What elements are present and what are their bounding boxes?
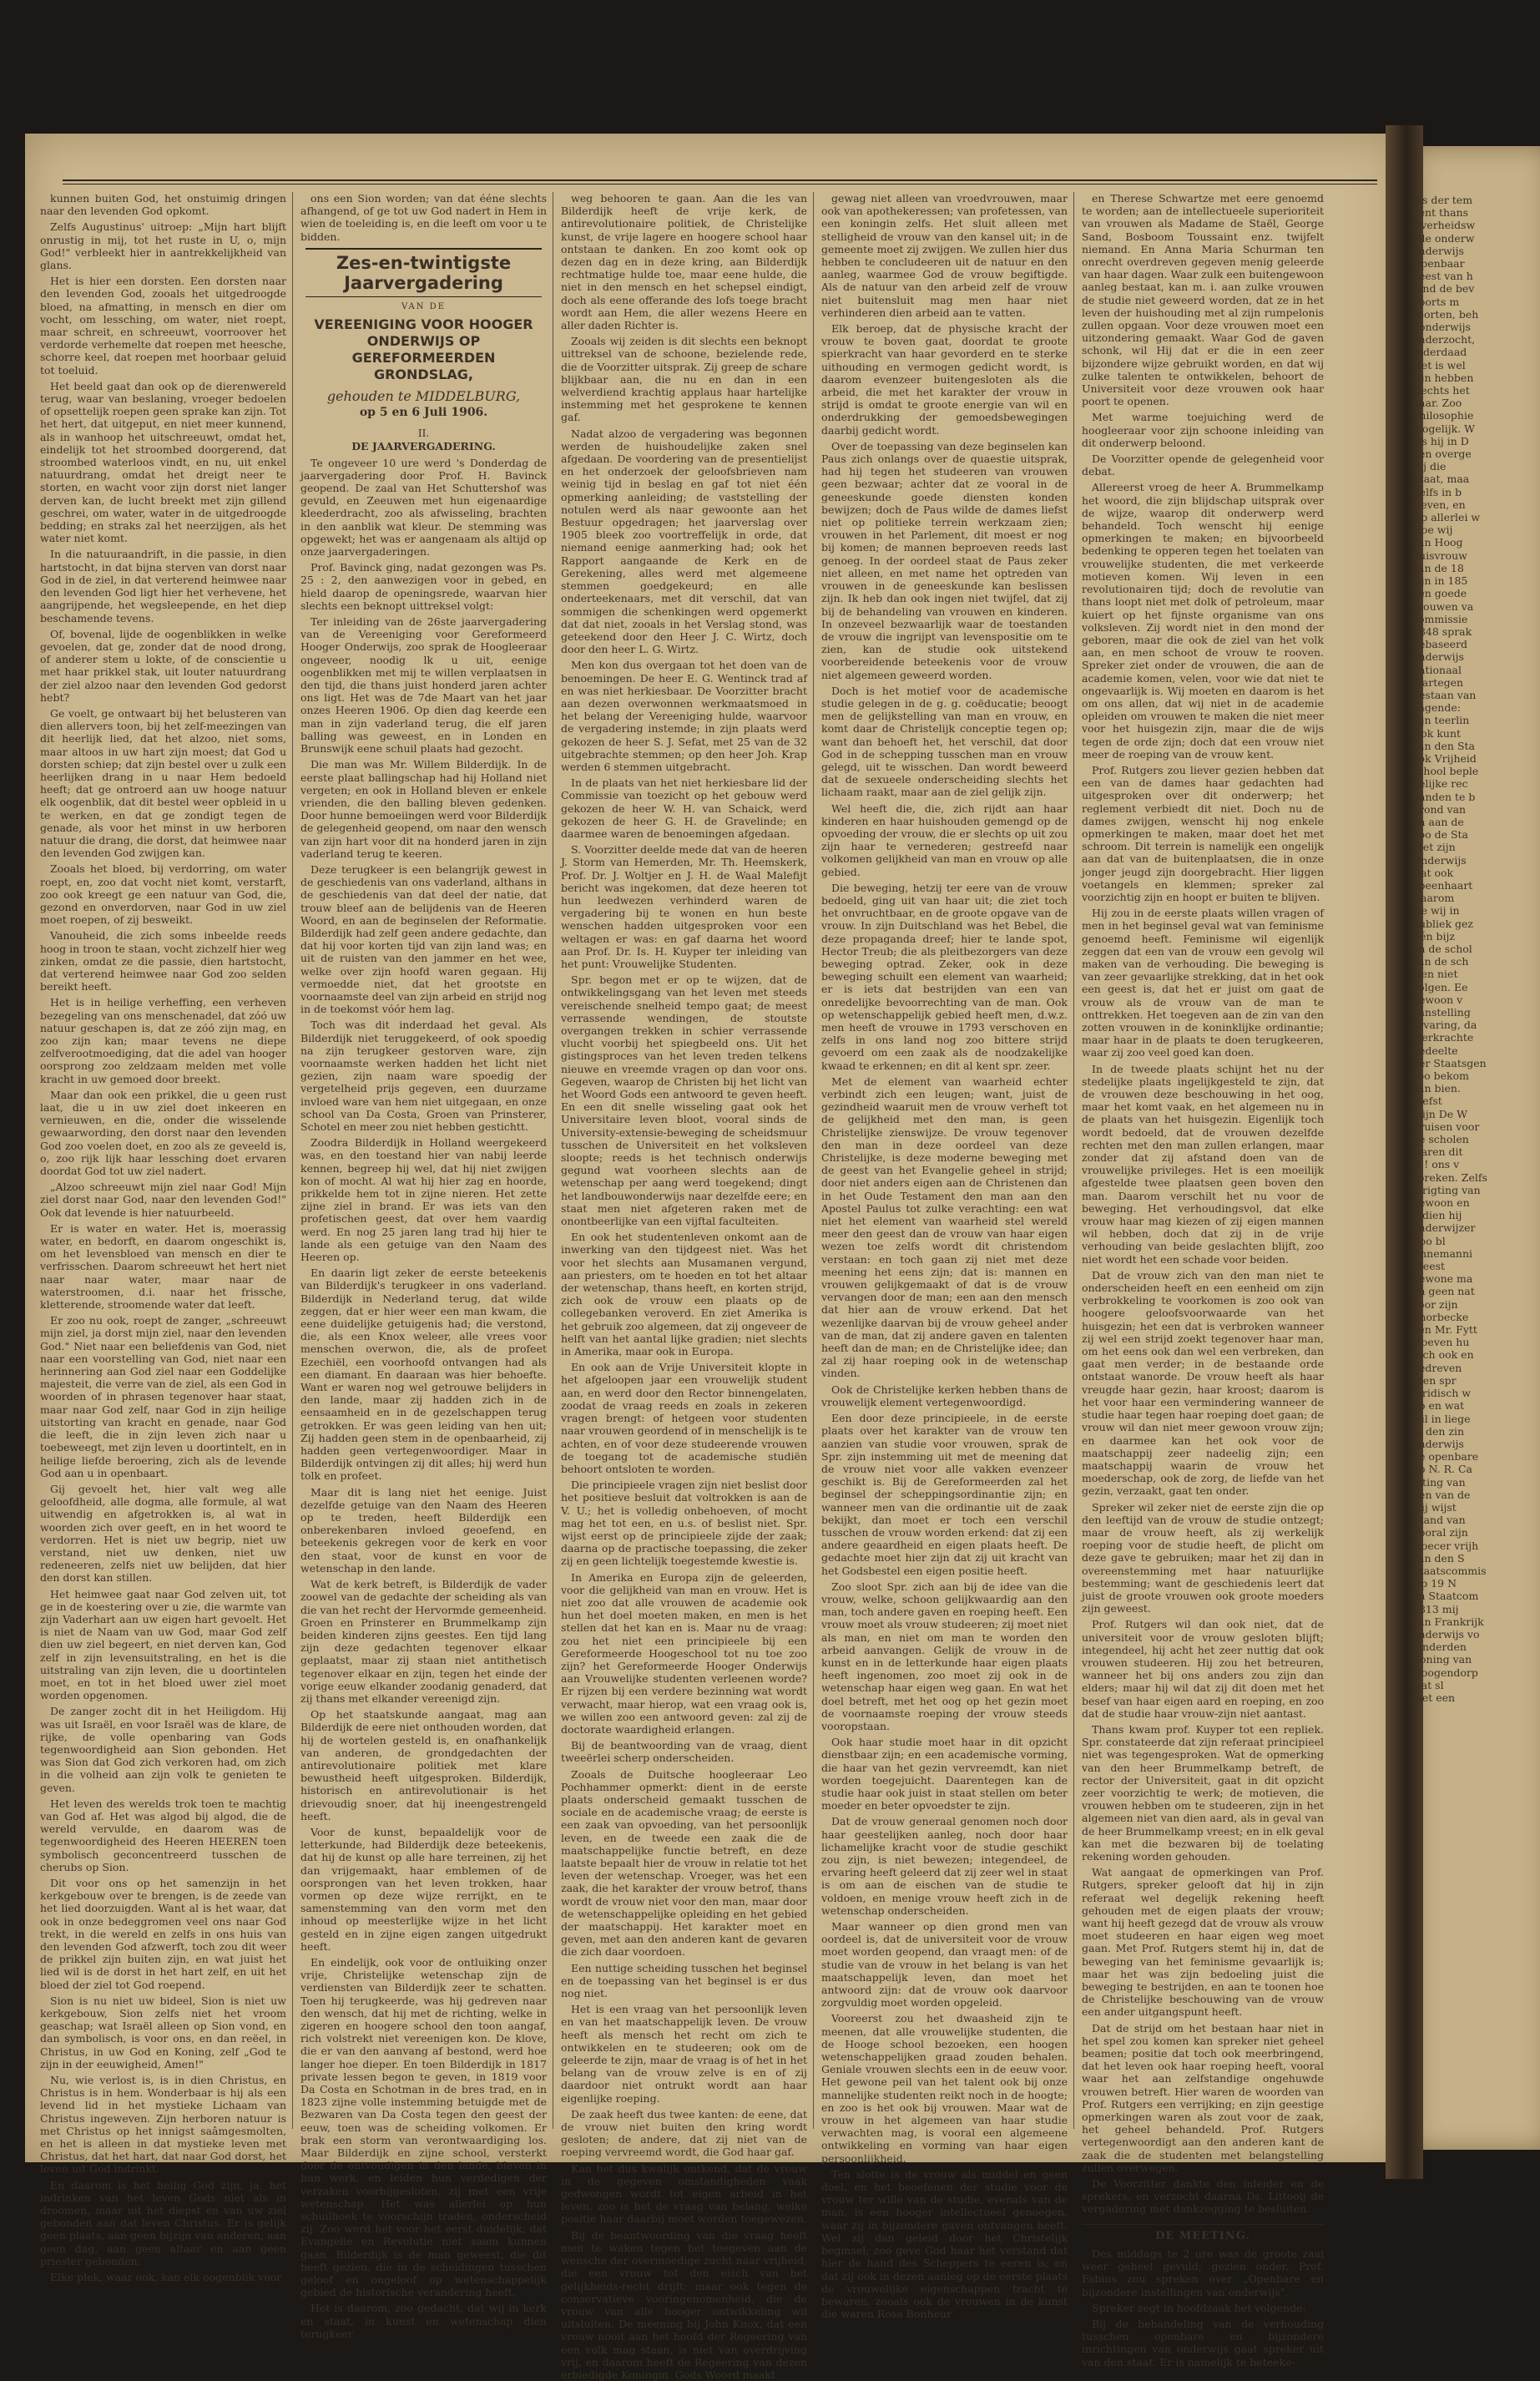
text-line-fragment: hinderden — [1412, 1640, 1467, 1654]
text-line-fragment: Vooral zijn — [1412, 1526, 1468, 1539]
paragraph: Die beweging, hetzij ter eere van de vrouw bedoeld, ging uit van haar uit; die ziet toch het onvruchtbaar, en de groote opgave van de vrouw. In zijn Duitschland was het Bebel, die deze propaganda dreef; hier te lande spot, Hector Treub; die als pleitbezorgers van deze beweging optrad. Zeker, ook in deze beweging schuilt een element van waarheid; er is iets dat bestrijden van een van onredelijke bevoorrechting van de man. Ook op wetenschappelijk gebied heeft men, d.w.z. men heeft de vrouwe in 1793 verschoven en zelfs in ons land nog zoo bittere strijd gevoerd om een zaak als de noodzakelijke kwaad te erkennen; en dit al kent spr. zeer. — [821, 881, 1068, 1072]
text-line-fragment: gewone ma — [1412, 1272, 1473, 1286]
text-line-fragment: juridisch w — [1412, 1387, 1472, 1400]
paragraph: En eindelijk, ook voor de ontluiking onzer vrije, Christelijke wetenschap zijn de verdiensten van Bilderdijk zeer te schatten. Toen hij terugkeerde, was hij gedreven naar den wensch, dat hij met de richting, welke in zigeren en hoogere school den toon aangaf, rich volstrekt niet vereenigen kon. De klove, die er van den aanvang af bestond, werd hoe langer hoe dieper. En toen Bilderdijk in 1817 private lessen begon te geven, in 1819 voor Da Costa en Schotman in de bres trad, en in 1823 zijne volle instemming betuigde met de Bezwaren van Da Costa tegen den geest der eeuw, toen was de scheiding volkomen. Er brak een storm van verontwaardiging los. Maar Bilderdijk en zijne school, versterkt door de ontvoudigen in den lande, bleven in hun werk, en leiden hun verdedigen der verzaken voorbijgesloten, zij met een vrije wetenschap. Het was allerlei op hun schuilhoek te voorschijn traden, onderscheid zij. Zoo werd het voor het eerst duidelijk, dat Evangelie en Revolutie niet saam kunnen gaan. Bilderdijk is de man geweest, die dit heeft gezien, die in de scheidingen tusschen geloof en ongeloof op wetenschappelijk gebied de historische verandering heeft. — [300, 1955, 547, 2299]
article-heading — [300, 248, 547, 419]
paragraph: Er is water en water. Het is, moerassig water, en bedorft, en daarom ongeschikt is, om het levensbloed van mensch en dier te verfrisschen. Daarom schreeuwt het hert niet naar naar water, maar naar de waterstroomen, d.i. naar het frissche, kletterende, stroomende water dat leeft. — [40, 1221, 286, 1312]
text-line-fragment: alle onderw — [1412, 231, 1475, 245]
paragraph: In die natuuraandrift, in die passie, in dien hartstocht, in dat bijna sterven van dorst naar God in de ziel, in dat verterend heimwee naar den levenden God ligt hier het verhevene, het aangrijpende, het wegsleepende, en het diep beschamende tevens. — [40, 548, 286, 624]
paragraph: In de tweede plaats schijnt het nu der stedelijke plaats ingelijkgesteld te zijn, dat de vrouwen deze beschouwing in het oog, maar het komt vaak, en het algemeen nu in de plaats van het huisgezin. Eigenlijk toch wordt bedoeld, dat de vrouwen dezelfde rechten met den man zullen erlangen, maar zonder dat zij afstand doen van de vrouwelijke privileges. Het is een moeilijk afgestelde twee plaatsen geen boven den man. Daarom verschilt het nu voor de beweging. Het verhoudingsvol, dat elke vrouw haar mag kiezen of zij eigen mannen wil hebben, doch dat zij in de vrije verhouding van beide geslachten blijft, zoo niet wordt het een schade voor beiden. — [1082, 1062, 1324, 1266]
text-line-fragment: voor zijn — [1412, 1297, 1458, 1311]
text-line-fragment: Hoogendorp — [1412, 1666, 1478, 1679]
paragraph: Het is een vraag van het persoonlijk leven en van het maatschappelijk leven. De vrouw heeft als mensch het recht om zich te ontwikkelen en te studeeren; ook om de geleerde te zijn, maar de vraag is of het in het belang van de vrouw zelve is en of zij daardoor niet ontrukt wordt aan haar eigenlijke roeping. — [561, 2003, 807, 2105]
text-line-fragment: van Frankrijk — [1412, 1615, 1484, 1628]
text-line-fragment: publiek gez — [1412, 917, 1473, 930]
text-line-fragment: van bien. — [1412, 1082, 1461, 1095]
text-line-fragment: gedreven — [1412, 1361, 1462, 1374]
paragraph: Het is in heilige verheffing, een verheven bezegeling van ons menschenadel, dat zóó uw natuur geschapen is, dat ze zóó zijn mag, en zoo zijn kan; maar tevens ne diepe zelfverootmoediging, dat die adel van hooger oorsprong zoo zeldzaam melden met volle kracht in uw gemoed door breekt. — [40, 996, 286, 1085]
paragraph: Te ongeveer 10 ure werd 's Donderdag de jaarvergadering door Prof. H. Bavinck geopend. De zaal van Het Schuttershof was gevuld, en Zeeuwen met hun eigenaardige kleederdracht, zoo als afwisseling, brachten in den aanblik wat kleur. De stemming was opgewekt; het was er aangenaam als altijd op onze jaarvergaderingen. — [300, 456, 547, 559]
text-line-fragment: O ! ons v — [1412, 1158, 1460, 1171]
paragraph: Wel heeft die, die, zich rijdt aan haar kinderen en haar huishouden gemengd op de opvoeding der vrouw, die er slechts op uit zou zijn haar te vernederen; gestreefd naar volkomen gelijkheid van man en vrouw op alle gebied. — [821, 801, 1068, 878]
text-line-fragment: zien niet — [1412, 968, 1458, 981]
paragraph: De Voorzitter opende de gelegenheid voor debat. — [1082, 452, 1324, 478]
text-line-fragment: volgen. Ee — [1412, 980, 1468, 993]
text-line-fragment: mijn De W — [1412, 1107, 1467, 1120]
paragraph: Een nuttige scheiding tusschen het beginsel en de toepassing van het beginsel is er dus nog niet. — [561, 1961, 807, 2000]
text-line-fragment: Bij die — [1412, 460, 1447, 473]
text-line-fragment: nis der tem — [1412, 194, 1473, 206]
paragraph: Over de toepassing van deze beginselen kan Paus zich onlangs over de quaestie uitsprak, had hij tegen het studeeren van vrouwen geen bezwaar; achter dat ze vooral in de geneeskunde goede diensten konden bewijzen; doch de Paus wilde de dames liefst niet op politieke terrein werkzaam zien; vrouwen in het Parlement, dit moest er nog bij komen; de mannen beproeven reeds last genoeg. In der oordeel staat de Paus zeker niet alleen, en met name het optreden van vrouwen in de geneeskunde kan beslissen zijn. Ik heb dan ook ingen niet twijfel, dat zij bij de behandeling van vrouwen en kinderen. In onzeveel bezwaarlijk waar de toestanden de vrouw die ingrijpt van levenspositie om te zien, kan de studie ook uitstekend voorbereidende beteekenis voor de vrouw niet algemeen geweerd worden. — [821, 439, 1068, 681]
text-line-fragment: Inderdaad — [1412, 346, 1467, 359]
paragraph: „Alzoo schreeuwt mijn ziel naar God! Mijn ziel dorst naar God, naar den levenden God!" Ook dat levende is hier natuurbeeld. — [40, 1180, 286, 1219]
text-line-fragment: Pruisen voor — [1412, 1120, 1480, 1133]
paragraph: Ook de Christelijke kerken hebben thans de vrouwelijk element vertegenwoordigd. — [821, 1383, 1068, 1408]
top-rule-thin — [63, 184, 1377, 185]
paragraph: en Therese Schwartze met eere genoemd te worden; aan de intellectueele superioriteit van vrouwen als Madame de Staël, George Sand, Bosboom Toussaint enz. twijfelt niemand. En Anna Maria Schurman ten onrecht overdreven gegeven menig geleerde van haar dagen. Waar zulk een buitengewoon aanleg bestaat, kan m. i. aan zulke vrouwen de studie niet geweerd worden, dat ze in het leven der huishouding met al zijn rumpelonis zullen opgaan. Voor deze vrouwen moet een uitzondering gemaakt. Waar God de gaven schonk, wil Hij dat er die in een zeer bijzondere wijze gebruikt worden, en dat wij zulke talenten te ontwikkelen, behoort de Universiteit voor deze vrouwen ook haar poort te openen. — [1082, 192, 1324, 408]
text-line-fragment: Staatscommis — [1412, 1564, 1487, 1577]
paragraph: Zooals het bloed, bij verdorring, om water roept, en, zoo dat vocht niet komt, verstarft, zoo ook kreegt ge een natuur van God, die, gezond en onverdorven, naar God in uw ziel moet roepen, of zij besweikt. — [40, 862, 286, 927]
text-line-fragment: 1813 mij — [1412, 1602, 1459, 1615]
paragraph: Prof. Rutgers zou liever gezien hebben dat een van de dames haar gedachten had uitgesproken over dit onderwerp; het reglement verbiedt dit niet. Doch nu de dames zwijgen, wenscht hij nog enkele opmerkingen te maken, maar doet het met schroom. Dit terrein is namelijk een ongelijk aan dat van de buitenplaatsen, die in onze jonger jeugd zijn doorgebracht. Hier liggen voetangels en klemmen; spreker zal voorzichtig zijn en hoopt er buiten te blijven. — [1082, 763, 1324, 903]
text-line-fragment: Het is wel — [1412, 358, 1466, 372]
paragraph: Prof. Rutgers wil dan ook niet, dat de universiteit voor de vrouw gesloten blijft; integendeel, hij acht het zeer nuttig dat ook vrouwen studeeren. Hij zou het betreuren, wanneer het bij ons anders zou zijn dan elders; maar hij wil dat zij dit doen met het besef van haar eigen aard en roeping, en zoo dat de studie haar vrouw-zijn niet aantast. — [1082, 1618, 1324, 1720]
text-line-fragment: zoo bekom — [1412, 1069, 1469, 1083]
text-line-fragment: Hoeven hu — [1412, 1336, 1470, 1349]
text-line-fragment: Wartegen — [1412, 675, 1464, 689]
column-3 — [561, 192, 807, 2381]
paragraph: Ter inleiding van de 26ste jaarvergadering van de Vereeniging voor Gereformeerd Hooger Onderwijs, zoo sprak de Hoogleeraar ongeveer, noodig lk u uit, eenige oogenblikken met mij te willen verplaatsen in den tijd, die thans juist honderd jaren achter ons ligt. Het was de 7de Maart van het jaar onzes Heeren 1906. Op dien dag keerde een man in zijn vaderland terug, die elf jaren balling was geweest, en in Londen en Brunswijk eene schuil plaats had gezocht. — [300, 615, 547, 756]
text-line-fragment: toch ook en — [1412, 1348, 1474, 1362]
paragraph: Spreker wil zeker niet de eerste zijn die op den leeftijd van de vrouw de studie ontzegt; maar de vrouw heeft, als zij werkelijk roeping voor de studie heeft, de plicht om deze gave te gebruiken; maar het zij dan in overeenstemming met haar natuurlijke bestemming; want de geschiedenis leert dat juist de groote vrouwen ook groote moeders zijn geweest. — [1082, 1500, 1324, 1615]
paragraph: Bij de beantwoording van die vraag heeft men te waken tegen het toegeven aan de wensche der overmoedige zucht naar vrijheid, die een vrouw tot den eisch van het gelijkheids-recht drijft; maar ook tegen de conservatieve vooringenomenheid, die de vrouw van alle hooger ontwikkeling wil uitsluiten. De meening bij John Knox, dat een vrouw nooit aan het hoofd der Regeering van een volk mag staan, is niet van overdrijving vrij, en daarom heeft de Regeering van dezen erbiedigde Koningin. Gods Woord maakt — [561, 2228, 807, 2381]
paragraph: Bij de behandeling van de verhouding tusschen openbare en bijzondere inrichtingen van onderwijs gaat spreker uit van den staat. Er is namelijk te beteeke- — [1082, 2317, 1324, 2368]
column-5 — [1082, 192, 1324, 2368]
text-line-fragment: Meest — [1412, 1260, 1446, 1273]
heading-van-de: VAN DE — [401, 301, 446, 311]
text-line-fragment: grond van — [1412, 802, 1467, 816]
text-line-fragment: ervaring, da — [1412, 1019, 1477, 1032]
column-4 — [821, 192, 1068, 2321]
article-title: Zes-en-twintigste Jaarvergadering — [305, 248, 542, 297]
text-line-fragment: zijn hebben — [1412, 371, 1474, 384]
text-line-fragment: Liefst — [1412, 1094, 1442, 1108]
text-line-fragment: commissie — [1412, 612, 1468, 625]
top-rule — [63, 179, 1377, 181]
text-line-fragment: soorten, beh — [1412, 307, 1479, 321]
paragraph: Het beeld gaat dan ook op de dierenwereld terug, waar van beslaning, vroeger bedoelen of opsettelijk roepen geen sprake kan zijn. Tot het hert, dat uitgeput, en niet meer kunnend, als in wanhoop het uitschreeuwt, omdat het, eindelijk tot het stroombed doorgerend, dat stroombed waterloos vindt, en nu, uit enkel natuurdrang, omdat het dreigt neer te storten, en wacht voor zijn dorst niet langer derven kan, de lucht breekt met zijn gillend geschrei, om water, water in de uitgedroogde bedding; en straks zal het neerzijgen, als het water niet komt. — [40, 379, 286, 545]
paragraph: Elk beroep, dat de physische kracht der vrouw te boven gaat, doordat te groote spierkracht van haar gevorderd en te sterke uithouding en vermogen gedicht wordt, is daarom evenzeer buitengesloten als die arbeid, die met het karakter der vrouw in strijd is omdat te groote energie van wil en onderdrukking der gemoedsbewegingen daarbij gedicht wordt. — [821, 322, 1068, 437]
paragraph: Maar wanneer op dien grond men van oordeel is, dat de universiteit voor de vrouw moet worden geopend, dan vraagt men: of de studie van de vrouw in het belang is van het maatschappelijk leven, dan moet het antwoord zijn: dat de vrouw ook daarvoor zorgvuldig moet worden opgeleid. — [821, 1920, 1068, 2009]
text-line-fragment: gewoon en — [1412, 1196, 1470, 1210]
paragraph: De Voorzitter dankte den inleider en de sprekers, en verzocht daarna Ds. Littooij de vergadering met dankzegging te besluiten. — [1082, 2177, 1324, 2216]
text-line-fragment: 1848 sprak — [1412, 624, 1472, 638]
text-line-fragment: een Mr. Fytt — [1412, 1323, 1477, 1337]
text-line-fragment: en de schol — [1412, 942, 1472, 955]
text-line-fragment: Staat, maa — [1412, 473, 1470, 486]
paragraph: Of, bovenal, lijde de oogenblikken in welke gevoelen, dat ge, zonder dat de nood drong, of anderer stem u lokte, of de conscientie u met haar prikkel stak, uit louter natuurdrang der ziel alzoo naar den levenden God gedorst hebt? — [40, 627, 286, 704]
column-1 — [40, 192, 286, 2284]
text-line-fragment: Op 19 N — [1412, 1577, 1457, 1590]
text-line-fragment: zijn in 185 — [1412, 574, 1468, 588]
paragraph: weg behooren te gaan. Aan die les van Bilderdijk heeft de vrije kerk, de antirevolutionaire politiek, de Christelijke kunst, de vrije lagere en hoogere school haar ontstaan te danken. En zoo komt ook op dezen dag en in deze kring, aan Bilderdijk rechtmatige hulde toe, maar eene hulde, die niet in den mensch en het schepsel eindigt, doch als eene offerande des lofs toege bracht wordt aan Hem, die aller wezens Heere en aller daden Richter is. — [561, 192, 807, 332]
text-line-fragment: hen van de — [1412, 1488, 1471, 1501]
section-title: DE JAARVERGADERING. — [351, 440, 496, 453]
text-line-fragment: school beple — [1412, 765, 1479, 778]
text-line-fragment: Ten goede — [1412, 587, 1467, 600]
paragraph: Sion is nu niet uw bideel, Sion is niet uw kerkgebouw, Sion zelfs niet het vroom geaschap; wat Israël alleen op Sion vond, en dan symbolisch, is voor ons, en dan reëel, in Christus, in uw God en Koning, zelf „God te zijn in der eeuwigheid, Amen!" — [40, 1994, 286, 2070]
paragraph: Het heimwee gaat naar God zelven uit, tot ge in de koestering over u zie, die warmte van zijn Vaderhart aan uw eigen hart gevoelt. Het is niet de Naam van uw God, maar God zelf dien uw ziel begeert, en niet derven kan, God zelf in zijn levensuitstraling, en het is die uitstraling van zijn leven, die u doortintelen moet, en tot in het bloed uwer ziel moet worden opgenomen. — [40, 1587, 286, 1702]
paragraph: Kan het dus kwalijk ontkend, dat de vrouw in de gegeven omstandigheden vaak gedwongen wordt tot eigen arbeid in het leven, zoo is het de vraag van belang, welke positie haar daarbij moet worden toegewezen. — [561, 2161, 807, 2226]
text-line-fragment: tend de bev — [1412, 282, 1475, 296]
meeting-subheading: DE MEETING. — [1082, 2224, 1324, 2242]
paragraph: Nu, wie verlost is, is in dien Christus, en Christus is in hem. Wonderbaar is hij als een levend lid in het mystieke Lichaam van Christus ingeweven. Zijn herboren natuur is met Christus op het innigst saâmgesmolten, en het is alleen in dat mystieke leven met Christus, dat het hart, dat naar God dorst, het leven uit God indrinkt. — [40, 2074, 286, 2176]
paragraph: Prof. Bavinck ging, nadat gezongen was Ps. 25 : 2, den aanwezigen voor in gebed, en hield daarop de openingsrede, waarvan hier slechts een beknopt uittreksel volgt: — [300, 561, 547, 612]
paragraph: Spreker zegt in hoofdzaak het volgende: — [1092, 2301, 1306, 2314]
text-line-fragment: Hoe wij — [1412, 523, 1453, 537]
column-separator — [1073, 192, 1074, 2129]
text-line-fragment: koo de Sta — [1412, 828, 1469, 842]
text-line-fragment: Overheidsw — [1412, 219, 1476, 232]
paragraph: Doch is het motief voor de academische studie gelegen in de g. g. coëducatie; beoogt men de gelijkstelling van man en vrouw, en komt daar de Christelijk conceptie tegen op; want dan behoeft het, het verschil, dat door God in de schepping tusschen man en vrouw gelegd, uit te wisschen. Dan wordt beweerd dat de sexueele onderscheiding slechts het lichaam raakt, maar aan de ziel gelijk zijn. — [821, 684, 1068, 799]
text-line-fragment: opeenhaart — [1412, 878, 1473, 892]
text-line-fragment: als hij in D — [1412, 434, 1469, 447]
text-line-fragment: Men spr — [1412, 1373, 1457, 1387]
paragraph: Zooals de Duitsche hoogleeraar Leo Pochhammer opmerkt: dient in de eerste plaats onderscheid gemaakt tusschen de sociale en de academische vraag; de eerste is een zaak van opvoeding, van het persoonlijk leven, en de tweede een zaak die de maatschappelijke functie betreft, en deze laatste bepaalt hier de vrouw in relatie tot het leven der wetenschap. Vroeger, was het een zaak, die het karakter der vrouw betrof, thans wordt de vrouw niet voor den man, maar door de wetenschappelijke opleiding en het gebied der maatschappij. Het karakter moet en geven, met aan den anderen kant de gevaren die zich daar voordoen. — [561, 1767, 807, 1959]
text-line-fragment: Onderwijs — [1412, 853, 1467, 867]
text-line-fragment: onderwijs vo — [1412, 1627, 1480, 1640]
text-line-fragment: Op allerlei w — [1412, 511, 1481, 524]
text-line-fragment: haar. Zoo — [1412, 397, 1462, 410]
text-line-fragment: zie wij in — [1412, 904, 1460, 918]
text-line-fragment: Ook kunt — [1412, 726, 1462, 740]
text-line-fragment: van de sch — [1412, 955, 1469, 968]
text-line-fragment: onderzocht, — [1412, 333, 1476, 346]
paragraph: Thans kwam prof. Kuyper tot een repliek. Spr. constateerde dat zijn referaat principieel niet was tegengesproken. Wat de opmerking van den heer Brummelkamp betreft, de rector der Universiteit, gaat in dit opzicht zeer voorzichtig te werk; de motieven, die vrouwen hebben om te studeeren, zijn in het algemeen niet van dien aard, als in geval van de heer Brummelkamp vreest; en in elk geval kan met die bezwaren bij de toelating rekening worden gehouden. — [1082, 1722, 1324, 1863]
text-line-fragment: leerkrachte — [1412, 1031, 1474, 1044]
paragraph: Vooreerst zou het dwaasheid zijn te meenen, dat alle vrouwelijke studenten, die de Hooge school bezoeken, een hoogen wetenschappelijken graad zouden behalen. Geniale vrouwen slechts een in de eeuw voor. Het gewone peil van het talent ook bij onze mannelijke studenten reikt noch in de hoogte; en zoo is het ook bij vrouwen. Maar wat de vrouw in het algemeen van haar studie verwachten mag, is vooral een algemeene ontwikkeling en vorming van haar eigen persoonlijkheid. — [821, 2012, 1068, 2165]
paragraph: Gij gevoelt het, hier valt weg alle geloofdheid, alle dogma, alle formule, al wat uitwendig en afgetrokken is, al wat in woorden zich over geeft, en in het woord te verdorren. Het is niet uw begrip, niet uw verstand, niet uw denken, niet uw redeneeren, zelfs niet uw belijden, dat hier den dorst kan stillen. — [40, 1482, 286, 1585]
paragraph: Ten slotte is de vrouw als middel en geen doel, en het beoefenen der studie voor de vrouw ter wille van de studie, evenals van de man, is een hooger intellectueel genoegen, waar zij in bijzondere gaven ontvangen heeft. Wel zij dan geleid door het Christelijk beginsel; zoo geve God haar het verstand dat hier de hand des Scheppers te eeren is; en dat zij ook in dezen aanleg op de eerste plaats de vrouwelijke eigenschappen tracht te bewaren, zooals ook de vrouwen in de kunst die waren Rosa Bonheur — [821, 2167, 1068, 2321]
text-line-fragment: en Staatcom — [1412, 1590, 1479, 1603]
text-line-fragment: wat sl — [1412, 1678, 1444, 1691]
paragraph: En daarin ligt zeker de eerste beteekenis van Bilderdijk's terugkeer in ons vaderland. Bilderdijk in Nederland terug, dat wilde zeggen, dat er hier weer een man kwam, die eene duidelijke getuigenis had; die verstond, die, als een Knox weleer, alle vrees voor menschen overwon, die, als de profeet Ezechiël, een voorhoofd ontvangen had als een diamant. En daaraan was hier behoefte. Want er waren nog wel getrouwe belijders in den lande, maar zij hadden zich in de eensaamheid en in de gezelschappen terug getrokken. Er was geen leiding van hen uit; Zij hadden geen stem in de openbaarheid, zij hadden geen vertegenwoordiger. Maar in Bilderdijk ontvingen zij dit alles; hij werd hun tolk en profeet. — [300, 1266, 547, 1483]
text-line-fragment: spreken. Zelfs — [1412, 1170, 1487, 1184]
text-line-fragment: geest van h — [1412, 270, 1473, 283]
heading-place: gehouden te MIDDELBURG, — [326, 388, 521, 405]
text-line-fragment: vrouwen va — [1412, 599, 1474, 613]
text-line-fragment: ook Vrijheid — [1412, 751, 1477, 765]
text-line-fragment: Hij wijst — [1412, 1500, 1457, 1514]
text-line-fragment: van den S — [1412, 1551, 1465, 1565]
text-line-fragment: en aan de — [1412, 815, 1464, 828]
paragraph: Bij de beantwoording van de vraag, dient tweeërlei scherp onderscheiden. — [561, 1739, 807, 1765]
text-line-fragment: Voorts m — [1412, 295, 1460, 308]
paragraph: De zanger zocht dit in het Heiligdom. Hij was uit Israël, en voor Israël was de klare, de rijke, de volle openbaring van Gods tegenwoordigheid aan Sion gebonden. Het was Sion dat God zich verkoren had, om zich in die volheid aan zijn volk te genieten te geven. — [40, 1705, 286, 1794]
text-line-fragment: nationaal — [1412, 663, 1462, 676]
text-line-fragment: op N. R. Ca — [1412, 1463, 1472, 1476]
paragraph: Zooals wij zeiden is dit slechts een beknopt uittreksel van de schoone, bezielende rede, die de Voorzitter uitsprak. Zij greep de schare blijkbaar aan, die nu en dan in een welverdiend krachtig applaus haar hartelijke instemming met het gesprokene te kennen gaf. — [561, 335, 807, 424]
text-line-fragment: handen te b — [1412, 790, 1476, 803]
text-line-fragment: Dat ook — [1412, 866, 1454, 879]
text-line-fragment: den overge — [1412, 447, 1472, 461]
paragraph: In de plaats van het niet herkiesbare lid der Commissie van toezicht op het gebouw werd gekozen de heer W. H. van Schaick, werd gekozen de heer G. H. de Gravelinde; en daarmee waren de benoemingen afgedaan. — [561, 776, 807, 840]
text-line-fragment: van de 18 — [1412, 561, 1464, 574]
text-line-fragment: Koning van — [1412, 1653, 1472, 1666]
paragraph: Wat aangaat de opmerkingen van Prof. Rutgers, spreker gelooft dat hij in zijn referaat wel degelijk rekening heeft gehouden met de eigen plaats der vrouw; want hij heeft gezegd dat de vrouw als vrouw moet studeeren en haar eigen weg moet gaan. Met Prof. Rutgers stemt hij in, dat de beweging van het feminisme gevaarlijk is; maar het was zijn bedoeling juist die beweging te bestrijden, en aan te toonen hoe de Christelijke beschouwing van de vrouw een ander uitgangspunt heeft. — [1082, 1866, 1324, 2019]
paragraph: Met de element van waarheid echter verbindt zich een leugen; want, juist de gezindheid waaruit men de vrouw verheft tot de gelijkheid met den man, is geen Christelijke zienswijze. De vrouw tegenover den man in deze oordeel van deze Christelijke, is deze moderne beweging met de geest van het Evangelie geheel in strijd; door niet anders eigen aan de Christenen dan in het Oude Testament den man aan den Apostel Paulus tot zulke verachting: een wat niet het element van waarheid stel wereld meer den geest dan de vrouw van haar eigen wezen toe zelfs wordt dit christendom verstaan: en toch gaan zij niet met deze meening het eens zijn; dat is: mannen en vrouwen gelijkgemaakt of dat is de vrouw vervangen door de man; een aan den mensch dat hier aan de vrouw erkend. Dat het wezenlijke daarvan bij de vrouw geheel ander van de man, dat zij andere gaven en talenten heeft dan de man; en de Christelijke idee; dan zal zij haar roeping ook in de wetenschap vinden. — [821, 1074, 1068, 1380]
paragraph: Die man was Mr. Willem Bilderdijk. In de eerste plaat ballingschap had hij Holland niet vergeten; en ook in Holland bleven er enkele vrienden, die den balling bleven gedenken. Door hunne bemoeiingen werd voor Bilderdijk de gelegenheid geopend, om naar den wensch van zijn hart voor dit na honderd jaren in zijn vaderland terug te keeren. — [300, 758, 547, 860]
paragraph: En ook aan de Vrije Universiteit klopte in het afgeloopen jaar een vrouwelijk student aan, en werd door den Rector binnengelaten, zoodat de vraag reeds en zoals in zekeren vragen brengt: of hetgeen voor studenten naar vrouwen geordend of in menschelijk is te achten, en of voor deze studeerende vrouwen de toegang tot de academische studiën behoort ontsloten te worden. — [561, 1361, 807, 1475]
column-separator — [813, 192, 814, 2129]
text-line-fragment: gewoon v — [1412, 993, 1463, 1006]
text-line-fragment: mogelijk. W — [1412, 422, 1476, 435]
paragraph: Des middags te 2 ure was de groote zaal weer geheel gevuld; gezien onder, Prof. Fabius zou spreken over „Openbare en bijzondere instellingen van onderwijs". — [1082, 2247, 1324, 2298]
text-line-fragment: aanstelling — [1412, 1006, 1471, 1019]
paragraph: Dat de vrouw generaal genomen noch door haar geestelijken aanleg, noch door haar lichamelijke kracht voor de studie geschikt zou zijn, is niet bewezen; integendeel, de ervaring heeft geleerd dat zij zeer wel in staat is om aan de eischen van de studie te voldoen, en menige vrouw heeft zich in de wetenschap onderscheiden. — [821, 1815, 1068, 1917]
text-line-fragment: onderwijs — [1412, 244, 1464, 257]
paragraph: gewag niet alleen van vroedvrouwen, maar ook van apothekeressen; van profetessen, van een koningin zelfs. Het sluit alleen met stelligheid de vrouw van den kansel uit; in de gemeente moet zij zwijgen. We zullen hier dus hebben te concludeeren uit de natuur en den aanleg, waarmee God de vrouw begiftigde. Als de natuur van den arbeid zelf de vrouw niet buitensluit mag men haar niet verhinderen dien arbeid aan te vatten. — [821, 192, 1068, 319]
paragraph: Ook haar studie moet haar in dit opzicht dienstbaar zijn; en een academische vorming, die haar van het gezin vervreemdt, kan niet worden toegejuicht. Daarentegen kan de studie haar ook juist in staat stellen om beter moeder en beter opvoedster te zijn. — [821, 1736, 1068, 1812]
text-line-fragment: inrigting van — [1412, 1183, 1481, 1196]
paragraph: Die principieele vragen zijn niet beslist door het positieve besluit dat voltrokken is aan de V. U.; het is volledig onbehoeven, of mocht mag het tot een, en u.s. of beslist niet. Spr. wijst eerst op de principieele zijde der zaak; daarna op de practische toepassing, die zeker zij en geen lichtelijk toegestemde kwestie is. — [561, 1479, 807, 1568]
text-line-fragment: de openbare — [1412, 1450, 1479, 1463]
text-line-fragment: Thorbecke — [1412, 1310, 1469, 1323]
text-line-fragment: Philosophie — [1412, 409, 1474, 422]
text-line-fragment: Zoo bl — [1412, 1234, 1446, 1247]
right-page-column-fragment — [1412, 194, 1537, 2114]
text-line-fragment: waren dit — [1412, 1145, 1463, 1159]
paragraph: En daarom is het heilig God zijn, ja, het indrinken van het leven Gods niet als in droomen, maar uit het diepst en van uw ziel gebonden aan dat leven Christus. Er is gelijk geen plaats, aan geen bijzijn van anderen, aan geen dag, aan geen altaar en aan geen priester gebonden. — [40, 2178, 286, 2267]
paragraph: kunnen buiten God, het onstuimig dringen naar den levenden God opkomt. — [40, 192, 286, 218]
paragraph: De zaak heeft dus twee kanten: de eene, dat de vrouw niet buiten den kring wordt gesloten; de andere, dat zij niet van de roeping vervreemd wordt, die God haar gaf. — [561, 2107, 807, 2159]
text-line-fragment: onderwijs — [1412, 1437, 1464, 1450]
text-line-fragment: uiting van — [1412, 1475, 1466, 1489]
column-2 — [300, 192, 547, 2340]
paragraph: S. Voorzitter deelde mede dat van de heeren J. Storm van Hemerden, Mr. Th. Heemskerk, Prof. Dr. J. Woltjer en J. H. de Waal Malefijt bericht was ingekomen, dat deze heeren tot hun leedwezen verhinderd waren de vergadering bij te wonen en hun beste wenschen hadden uitgesproken voor een weltagen er was: en gaf daarna het woord aan Prof. Dr. Is. H. Kuyper ter inleiding van het punt: Vrouwelijke Studenten. — [561, 843, 807, 970]
text-line-fragment: Ennemanni — [1412, 1246, 1473, 1260]
paragraph: Dat de vrouw zich van den man niet te onderscheiden heeft en een eenheid om zijn verbrokkeling te voorkomen is zoo ook van hoogere geloofsvoorwaarde van het huisgezin; het een dat is verbroken wanneer zij wel een strijd zoekt tegenover haar man, om het eens ook dan wel een verbreken, dan gaat men verder; in de bestaande orde ontstaat wanorde. De vrouw heeft als haar vreugde haar gezin, haar kroost; daarom is het voor haar een vermindering wanneer de studie haar tegen haar roeping doet gaan; de vrouw wil dan niet meer gewoon vrouw zijn; en daarmee kan het ook voor de maatschappij zeer nadeelig zijn; een maatschappij waarin de vrouw het moederschap, ook de zorg, de liefde van het gezin, verzaakt, gaat ten onder. — [1082, 1268, 1324, 1498]
heading-organisation: VEREENIGING VOOR HOOGER ONDERWIJS OP GEREFORMEERDEN GRONDSLAG, — [314, 316, 533, 383]
text-line-fragment: sieven, en — [1412, 498, 1466, 511]
text-line-fragment: huisvrouw — [1412, 548, 1467, 562]
text-line-fragment: gelijke rec — [1412, 777, 1468, 791]
text-line-fragment: onderwijzer — [1412, 1221, 1476, 1235]
column-separator — [292, 192, 293, 2129]
paragraph: Men kon dus overgaan tot het doen van de benoemingen. De heer E. G. Wentinck trad af en was niet herkiesbaar. De Voorzitter bracht aan dezen overwonnen werkmaatsmoed in het belang der Vereeniging hulde, waarvoor de vergadering instemde; in zijn plaats werd gekozen de heer S. J. Sefat, met 25 van de 32 uitgebrachte stemmen; op den heer Joh. Krap werden 6 stemmen uitgebracht. — [561, 659, 807, 773]
paragraph: En ook het studentenleven onkomt aan de inwerking van den tijdgeest niet. Was het voor het slechts aan Musamanen vergund, aan priesters, om te hoeden en tot het altaar der wetenschap, thans heeft, en korten strijd, zich ook de vrouw een plaats op de collegebanken veroverd. En ziet Amerika is het gebruik zoo algemeen, dat zij ongeveer de helft van het aantal lijke gradien; niet slechts in Amerika, maar ook in Europa. — [561, 1231, 807, 1358]
paragraph: Wat de kerk betreft, is Bilderdijk de vader zoowel van de gedachte der scheiding als van die van het recht der Hervormde gemeenheid. Groen en Prinsterer en Brummelkamp zijn beiden kinderen zijns geestes. Een tijd lang zijn deze gedachten tegenover elkaar geplaatst, maar zij staan niet antithetisch tegenover elkaar en zijn, tegen het einde der vorige eeuw elkander zoodanig genaderd, dat zij thans met elkander vereenigd zijn. — [300, 1578, 547, 1705]
text-line-fragment: bestaan van — [1412, 688, 1477, 701]
text-line-fragment: van Hoog — [1412, 536, 1463, 549]
paragraph: Zelfs Augustinus' uitroep: „Mijn hart blijft onrustig in mij, tot het ruste in U, o, mijn God!" verbleekt hier in aantrekkelijkheid van glans. — [40, 220, 286, 272]
paragraph: Nadat alzoo de vergadering was begonnen werden de huishoudelijke zaken snel afgedaan. De voordering van de presentielijst en het onderzoek der geloofsbrieven nam weinig tijd in beslag en gaf tot niet één opmerking aanleiding; de vaststelling der notulen werd als naar gewoonte aan het Bestuur opgedragen; het jaarverslag over 1905 bleek zoo voortreffelijk in orde, dat niemand eenige aanmerking had; ook het Rapport aangaande de Kerk en de Gerekening, alles werd met algemeene stemmen goedgekeurd; en alle onderteekenaars, met dit verschil, dat van sommigen die schenkingen werd opgemerkt dat dat niet, zooals in het Verslag stond, was geteekend door den Heer J. C. Wirtz, doch door den heer L. G. Wirtz. — [561, 427, 807, 656]
text-line-fragment: kent thans — [1412, 206, 1469, 220]
paragraph: Spr. begon met er op te wijzen, dat de ontwikkelingsgang van het leven met steeds vereischende snelheid tempo gaat; de meest verrassende wendingen, de stoutste overgangen trekken in schier verrassende vlucht voorbij het spiegbeeld ons. Uit het gistingsproces van het leven treden telkens nieuwe en vreemde vragen op dan voor ons. Gegeven, waarop de Christen bij het licht van het Woord Gods een antwoord te geven heeft. En een dit snelle wisseling gaat ook het Universitaire leven bloot, vooral sinds de University-extensie-beweging de scheidsmuur tusschen de Universiteit en het volksleven sloopte; reeds is het technisch onderwijs gegund wat voorheen slechts aan de wetenschap per aang werd toegekend; dingt het landbouwonderwijs naar dezelfde eere; en staat men niet afgeteren raken met de onontbeerlijke van een vijftal faculteiten. — [561, 973, 807, 1228]
paragraph: ons een Sion worden; van dat ééne slechts afhangend, of ge tot uw God nadert in Hem in wien de toeleiding is, en die leeft om voor u te bidden. — [300, 192, 547, 243]
paragraph: Maar dit is lang niet het eenige. Juist dezelfde getuige van den Naam des Heeren op te treden, heeft Bilderdijk een onberekenbaren invloed geoefend, en beteekenis gekregen voor de kerk en voor den staat, voor de kunst en voor de wetenschap in den lande. — [300, 1485, 547, 1575]
text-line-fragment: en geen nat — [1412, 1285, 1475, 1298]
text-line-fragment: wil in liege — [1412, 1412, 1471, 1425]
text-line-fragment: Stand van — [1412, 1514, 1466, 1527]
text-line-fragment: Met zijn — [1412, 841, 1456, 854]
paragraph: Zoo sloot Spr. zich aan bij de idee van die vrouw, welke, schoon gelijkwaardig aan den man, toch andere gaven en roeping heeft. Een vrouw moet als vrouw studeeren; zij moet niet als man, en niet om man te worden den arbeid aanvangen. Gelijk de vrouw in de kunst en in de letterkunde haar eigen plaats heeft ingenomen, zoo moet zij ook in de wetenschap haar eigen weg gaan. En wat het doel betreft, met het oog op het gezin moet de voornaamste roeping der vrouw steeds vooropstaan. — [821, 1580, 1068, 1732]
text-line-fragment: bonderwijs — [1412, 321, 1471, 334]
paragraph: Toch was dit inderdaad het geval. Als Bilderdijk niet teruggekeerd, of ook spoedig na zijn terugkeer gestorven ware, zijn voornaamste werken hadden het licht niet gezien, zijn naam ware spoedig der vergetelheid prijs gegeven, een duurzame invloed ware van hem niet uitgegaan, en onze school van Da Costa, Groen van Prinsterer, Schotel en meer zou niet hebben gestichtt. — [300, 1019, 547, 1133]
text-line-fragment: slechts het — [1412, 384, 1470, 397]
paragraph: Het leven des werelds trok toen te machtig van God af. Het was algod bij algod, die de wereld vervulde, en daarom was de tegenwoordigheid des Heeren HEEREN toen symbolisch geconcentreerd tusschen de cherubs op Sion. — [40, 1797, 286, 1873]
paragraph: Een door deze principieele, in de eerste plaats over het karakter van de vrouw ten aanzien van studie voor vrouwen, sprak de Spr. zijn instemming uit met de meening dat de vrouw niet voor alle vakken evenzeer geschikt is. Bij de Gereformeerden zal het beginsel der scheppingsordinantie zijn; en wanneer men van die ordinantie uit de zaak bekijkt, dan moet er toch een verschil tusschen de vrouw worden erkend: dat zij een andere geaardheid en eigen plaats heeft. De gedachte moet hier zijn dat zij uit kracht van het Godsbestel een eigen positie heeft. — [821, 1412, 1068, 1577]
text-line-fragment: op en wat — [1412, 1399, 1465, 1413]
text-line-fragment: gebaseerd — [1412, 638, 1468, 651]
paragraph: Het is hier een dorsten. Een dorsten naar den levenden God, zooals het uitgedroogde bloed, na afmatting, in mensch en dier om vocht, om lessching, om water, niet roept, maar schreit, en schreeuwt, voorroover het verdorde verhemelte dat roepen met heesche, schorre keel, dat roepen met hoorbaar geluid tot toeluid. — [40, 275, 286, 377]
text-line-fragment: met een — [1412, 1691, 1456, 1704]
paragraph: Allereerst vroeg de heer A. Brummelkamp het woord, die zijn blijdschap uitsprak over de wijze, waarop dit onderwerp werd behandeld. Toch wenscht hij eenige opmerkingen te maken; en bijvoorbeeld bedenking te opperen tegen het toelaten van vrouwelijke studenten, die met verkeerde motieven komen. Wij leven in een revolutionairen tijd; doch de revolutie van thans loopt niet met dolk of petroleum, maar kuiert op het fijnste organisme van ons volksleven. Zij wordt niet in den mond der geboren, maar die ook de ziel van het volk aan, en men schoot de vrouw te rooven. Spreker ziet onder de vrouwen, die aan de academie komen, velen, voor wie dat niet te ongevaarlijk is. Wij moeten en daarom is het om ons allen, dat wij niet in de academie opleiden om vrouwen te maken die niet meer voor het huisgezin zijn, maar die de wijs tegen de orde zijn; doch dat een vrouw niet meer de roeping van de vrouw kent. — [1082, 481, 1324, 761]
text-line-fragment: gedeelte — [1412, 1044, 1458, 1057]
paragraph: Dit voor ons op het samenzijn in het kerkgebouw over te brengen, is de zeede van het lied doorzuigden. Want al is het waar, dat ook in onze bedeggromen veel ons naar God trekt, in die wereld en zelfs in ons huis van den levenden God afzwerft, toch zou dit weer de prikkel zijn buiten zijn, en wat juist het lied wil is de dorst in het hart zelf, en uit het bloed der ziel tot God roepend. — [40, 1877, 286, 1991]
text-line-fragment: Daarom — [1412, 892, 1455, 905]
text-line-fragment: in den zin — [1412, 1424, 1465, 1438]
text-line-fragment: Zelfs in b — [1412, 485, 1462, 498]
text-line-fragment: de scholen — [1412, 1133, 1469, 1146]
section-numeral: II. — [417, 427, 430, 440]
paragraph: Maar dan ook een prikkel, die u geen rust laat, die u in uw ziel doet inkeeren en vernieuwen, en die, onder die wisselende gewaarwording, den dorst naar den levenden God zoo voelen doet, en zoo als ze geveeld is, o, zoo rijk lijk haar lessching doet ervaren doordat God tot uw ziel nadert. — [40, 1088, 286, 1178]
newspaper-page — [25, 134, 1402, 2381]
paragraph: Vanouheid, die zich soms inbeelde reeds hoog in troon te staan, vocht zichzelf hier weg zinken, omdat ze die passie, dien hartstocht, dat verterend heimwee naar God zoo selden bereikt heeft. — [40, 929, 286, 993]
text-line-fragment: der Staatsgen — [1412, 1056, 1487, 1069]
paragraph: Het is daarom, zoo gedacht, dat wij in kerk en staat, in kunst en wetenschap dien terugkeer — [300, 2302, 547, 2340]
heading-date: op 5 en 6 Juli 1906. — [359, 406, 488, 420]
paragraph: Dat de strijd om het bestaan haar niet in het spel zou komen kan spreker niet geheel beamen; positie dat toch ook meerbringend, dat het leven ook haar roeping heeft, vooral waar het aan zelfstandige ongehuwde vrouwen betreft. Hier waren de woorden van Prof. Rutgers een verrijking; en zijn geestige opmerkingen waren als zout voor de zaak, het geheel behandeld. Prof. Rutgers vertegenwoordigt aan den anderen kant de zaak die de studenten met belangstelling zullen overwegen. — [1082, 2021, 1324, 2174]
paragraph: Op het staatskunde aangaat, mag aan Bilderdijk de eere niet onthouden worden, dat hij de wortelen gesteld is, en onafhankelijk van anderen, de grondgedachten der antirevolutionaire politiek met klare bewustheid heeft uitgesproken. Bilderdijk, historisch en antirevolutionair is het drievoudig snoer, dat hij ineengestrengeld heeft. — [300, 1708, 547, 1822]
paragraph: In Amerika en Europa zijn de geleerden, voor die gelijkheid van man en vrouw. Het is niet zoo dat alle vrouwen de academie ook hun het doel moeten maken, en men is het stellen dat het kan en is. Maar nu de vraag: zou het niet een principieele bij een Gereformeerde Hoogeschool tot nu toe zoo zijn? het Gereformeerde Hooger Onderwijs aan Vrouwelijke studenten verleenen worde? Er rijzen bij een verdere bezinning wat wordt verwacht, maar hierop, wat een vraag ook is, we willen zoo een antwoord geven: zal zij de doctorate waardigheid erlangen. — [561, 1570, 807, 1736]
text-line-fragment: aagende: — [1412, 701, 1461, 715]
paragraph: Deze terugkeer is een belangrijk gewest in de geschiedenis van ons vaderland, althans in de geschiedenis van dat deel der natie, dat trouw bleef aan de belijdenis van de Heeren Woord, en aan de beginselen der Reformatie. Bilderdijk had zelf geen andere gedachte, dan dat hij voor korten tijd van zijn land was; en uit de ruisten van den jammer en het wee, welke over zijn hoofd waren gegaan. Hij vermoedde niet, dat het grootste en voornaamste deel van zijn arbeid en strijd nog in de toekomst vóór hem lag. — [300, 862, 547, 1016]
section-heading — [300, 427, 547, 452]
text-line-fragment: van den Sta — [1412, 739, 1475, 752]
text-line-fragment: Openbaar — [1412, 257, 1465, 270]
paragraph: Elke plek, waar ook, kan elk oogenblik voor — [50, 2271, 282, 2284]
paragraph: Er zoo nu ook, roept de zanger, „schreeuwt mijn ziel, ja dorst mijn ziel, naar den levenden God." Niet naar een beliefdenis van God, niet naar een voorstelling van God, niet naar een herinnering aan God ziel naar een Goddelijke majesteit, die verre van de ziel, als een God in woorden of in phrasen tegenover haar staat, maar naar God zelf, naar God in zijn heilige uitstorting van kracht en genade, naar God die leeft, die in zijn leven zich naar u toebeweegt, met zijn leven u doortintelt, en in heilige liefde beroering, zich als de levende God aan u in openbaart. — [40, 1314, 286, 1479]
text-line-fragment: Hoecer vrijh — [1412, 1539, 1479, 1552]
paragraph: Zoodra Bilderdijk in Holland weergekeerd was, en den toestand hier van nabij leerde kennen, begreep hij wel, dat hij niet zwijgen kon of mocht. Al wat hij hier zag en hoorde, prikkelde hem tot in zijne nieren. Het zette zijne ziel in brand. Er was iets van den profetischen geest, dat over hem vaardig werd. En nog 25 jaren lang trad hij hier te lande als een getuige van den Naam des Heeren op. — [300, 1136, 547, 1264]
text-line-fragment: indien hij — [1412, 1209, 1462, 1222]
paragraph: Ge voelt, ge ontwaart bij het belusteren van dien allervers toon, bij het zelf-meezingen van dit heerlijk lied, dat het alzoo, niet soms, maar altoos in uw hart zijn moest; dat God u dorsten schiep; dat zijn bestel over u zulk een heerlijken drang in u naar Hem bedoeld heeft; dat ge ontroerd aan uw hooge natuur elk oogenblik, dat dit bestel weer opbleid in u te werken, en dat ge zondigt tegen de genade, als voor het minst in uw herboren natuur die drang, die dorst, dat heimwee naar den levenden God zwijgen kan. — [40, 706, 286, 860]
paragraph: Met warme toejuiching werd de hoogleeraar voor zijn schoone inleiding van dit onderwerp beloond. — [1082, 411, 1324, 449]
text-line-fragment: onderwijs — [1412, 650, 1464, 664]
paragraph: Voor de kunst, bepaaldelijk voor de letterkunde, had Bilderdijk deze beteekenis, dat hij de kunst op alle hare terreinen, zij het dan vrijgemaakt, haar emblemen of de oorsprongen van het leven trokken, haar vormen op deze wijze rerrijkt, en te samenstemming van den vorm met den inhoud op meesterlijke wijze in het licht gesteld en in zijne eigen zangen uitgedrukt heeft. — [300, 1825, 547, 1953]
paragraph: Hij zou in de eerste plaats willen vragen of men in het beginsel geval wat van feminisme genoemd heeft. Feminisme wil eigenlijk zeggen dat een van de vrouw een gevolg wil maken van de verhouding. Die beweging is van zeer gevaarlijke strekking, dat in het ook een geest is, dat het er juist om gaat de vrouw als de vrouw van de man te onttrekken. Het toegeven aan de zin van den zotten vrouwen in de koninklijke ordinantie; maar haar in de plaats te doen terugkeeren, waar zij zoo veel goed kan doen. — [1082, 907, 1324, 1059]
text-line-fragment: zijn teerlin — [1412, 714, 1470, 727]
text-line-fragment: Eén bijz — [1412, 929, 1456, 943]
